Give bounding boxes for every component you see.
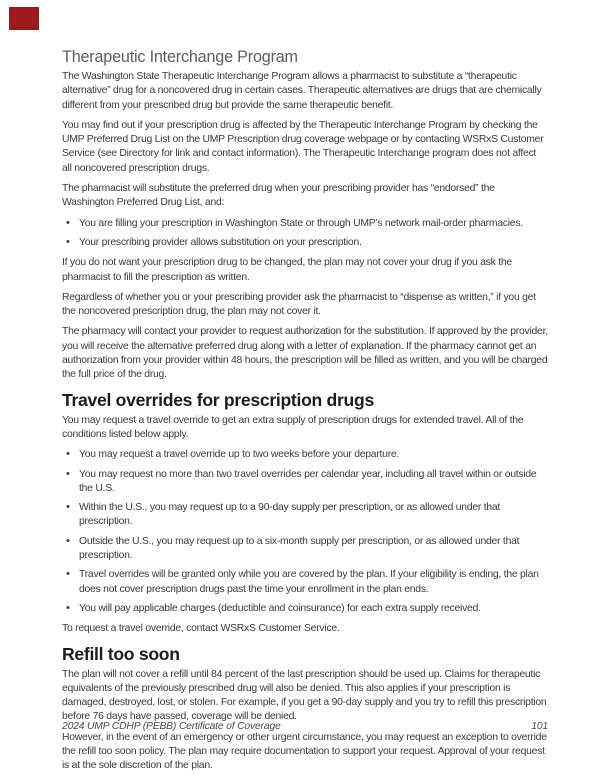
bullet-list-interchange — [62, 217, 548, 251]
paragraph-interchange-substitute-conditions: The pharmacist will substitute the preferred drug when your prescribing provider has “endorsed” the Washington Preferred Drug List, and: — [62, 183, 495, 209]
bullet-item: • You will pay applicable charges (deductible and coinsurance) for each extra supply received. — [66, 602, 548, 616]
bullet-item: • Within the U.S., you may request up to a 90-day supply per prescription, or as allowed under that prescription. — [66, 501, 548, 530]
paragraph-interchange-authorization: The pharmacy will contact your provider to request authorization for the substitution. If approved by the provider, you will receive the alternative preferred drug along with a letter of explanation. If the pharmacy cannot get an authorization from your provider within 48 hours, the prescription will be filled as written, and you will be charged the full price of the drug. — [62, 326, 548, 381]
paragraph-interchange-fill-as-written: If you do not want your prescription drug to be changed, the plan may not cover your drug if you ask the pharmacist to fill the prescription as written. — [62, 257, 512, 283]
paragraph-interchange-find-out: You may find out if your prescription drug is affected by the Therapeutic Interchange Program by checking the UMP Preferred Drug List on the UMP Prescription drug coverage webpage or by contacting WSRxS Customer Service (see Directory for link and contact information). The Therapeutic Interchange program does not affect all noncovered prescription drugs. — [62, 119, 544, 174]
paragraph-refill-exception: However, in the event of an emergency or other urgent circumstance, you may request an exception to override the refill too soon policy. The plan may require documentation to support your request. Approval of your request is at the sole discretion of the plan. — [62, 731, 547, 772]
paragraph-travel-contact: To request a travel override, contact WSRxS Customer Service. — [62, 623, 340, 635]
paragraph-interchange-dispense-as-written: Regardless of whether you or your prescribing provider ask the pharmacist to “dispense as written,” if you get the noncovered prescription drug, the plan may not cover it. — [62, 291, 536, 318]
section-heading-refill-too-soon: Refill too soon — [62, 643, 180, 664]
bullet-item: • Outside the U.S., you may request up to a six-month supply per prescription, or as allowed under that prescription. — [66, 535, 548, 564]
section-heading-therapeutic-interchange-program: Therapeutic Interchange Program — [62, 48, 298, 66]
footer-document-title: 2024 UMP CDHP (PEBB) Certificate of Coverage — [62, 721, 281, 732]
bullet-list-travel — [62, 448, 548, 616]
section-heading-travel-overrides: Travel overrides for prescription drugs — [62, 389, 374, 410]
bullet-item: • You are filling your prescription in Washington State or through UMP’s network mail-order pharmacies. — [66, 217, 548, 231]
bullet-item: • You may request a travel override up to two weeks before your departure. — [66, 448, 548, 462]
bullet-item: • You may request no more than two travel overrides per calendar year, including all travel within or outside the U.S. — [66, 468, 548, 497]
paragraph-interchange-overview: The Washington State Therapeutic Interchange Program allows a pharmacist to substitute a “therapeutic alternative” drug for a noncovered drug in certain cases. Therapeutic alternatives are drugs that are chemically different from your prescribed drug but provide the same therapeutic benefit. — [62, 71, 542, 111]
paragraph-refill-policy: The plan will not cover a refill until 84 percent of the last prescription should be used up. Claims for therapeutic equivalents of the previously prescribed drug will also be denied. This also applies if your prescription is damaged, destroyed, lost, or stolen. For example, if you get a 90-day supply and you try to refill this prescription before 76 days have passed, coverage will be denied. — [62, 668, 547, 723]
page-body — [62, 47, 548, 776]
bullet-item: • Travel overrides will be granted only while you are covered by the plan. If your eligibility is ending, the plan does not cover prescription drugs past the time your enrollment in the plan ends. — [66, 568, 548, 597]
paragraph-travel-intro: You may request a travel override to get an extra supply of prescription drugs for extended travel. All of the conditions listed below apply. — [62, 414, 524, 440]
page-footer — [62, 721, 548, 732]
bullet-item: • Your prescribing provider allows substitution on your prescription. — [66, 236, 548, 250]
corner-marker — [9, 7, 39, 30]
footer-page-number: 101 — [531, 721, 548, 732]
